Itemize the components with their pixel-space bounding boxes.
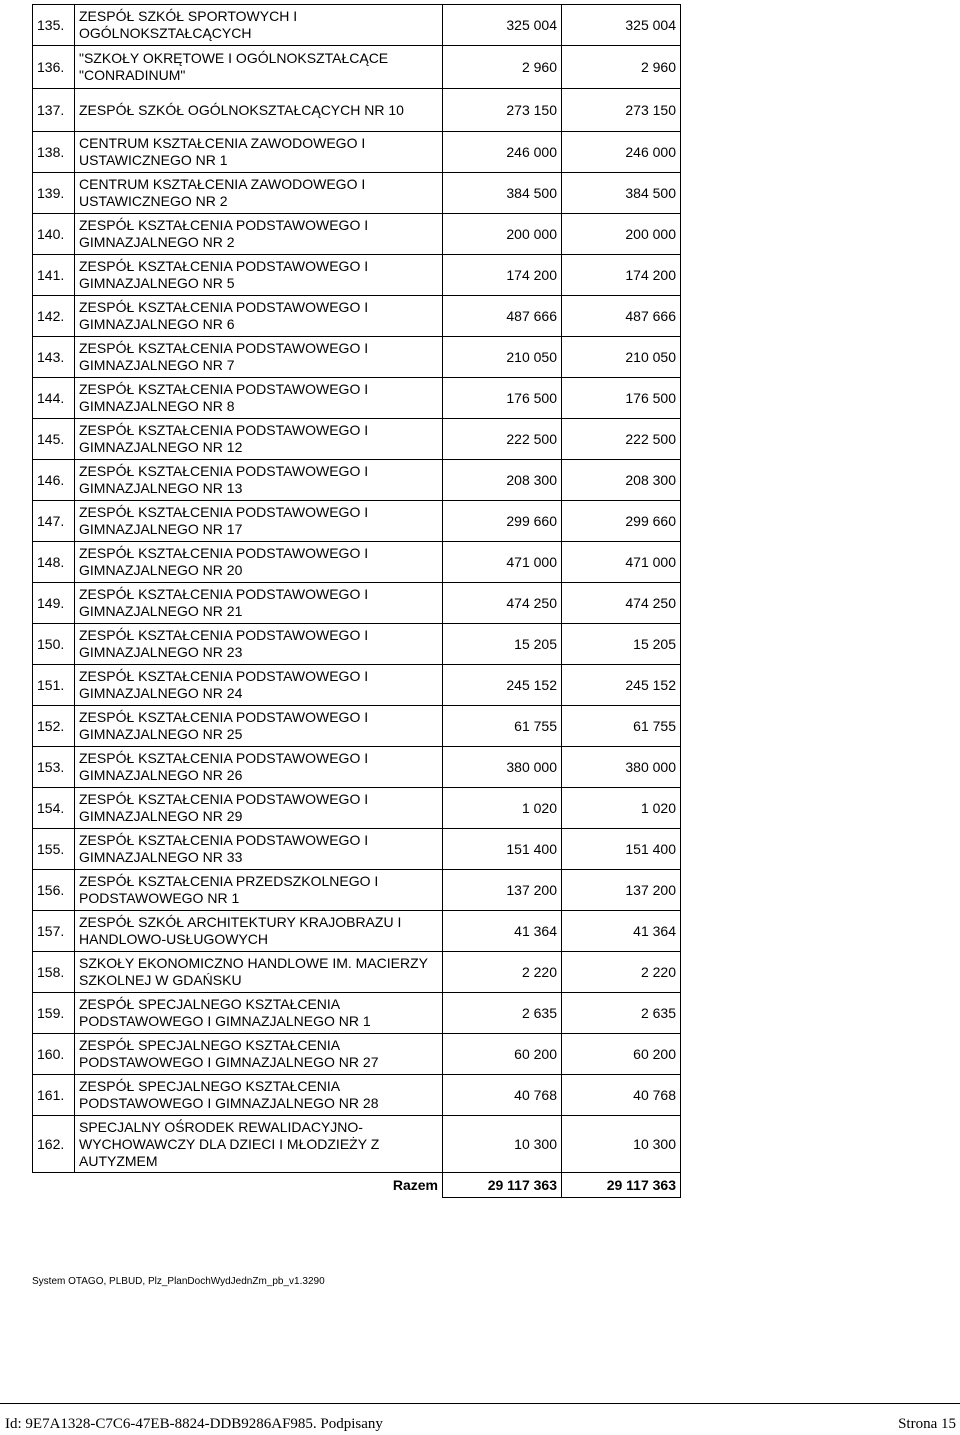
row-number: 144.	[33, 378, 75, 419]
row-name: ZESPÓŁ SZKÓŁ ARCHITEKTURY KRAJOBRAZU I HANDLOWO-USŁUGOWYCH	[75, 911, 443, 952]
row-number: 137.	[33, 89, 75, 132]
row-value-2: 40 768	[562, 1075, 681, 1116]
row-value-2: 474 250	[562, 583, 681, 624]
row-value-2: 384 500	[562, 173, 681, 214]
row-name: ZESPÓŁ SPECJALNEGO KSZTAŁCENIA PODSTAWOWEGO I GIMNAZJALNEGO NR 1	[75, 993, 443, 1034]
row-value-1: 487 666	[443, 296, 562, 337]
row-number: 157.	[33, 911, 75, 952]
row-value-1: 210 050	[443, 337, 562, 378]
table-row	[33, 419, 681, 460]
row-value-1: 273 150	[443, 89, 562, 132]
row-value-2: 487 666	[562, 296, 681, 337]
table-row	[33, 829, 681, 870]
row-value-2: 15 205	[562, 624, 681, 665]
row-value-2: 200 000	[562, 214, 681, 255]
row-value-2: 176 500	[562, 378, 681, 419]
row-name: ZESPÓŁ KSZTAŁCENIA PODSTAWOWEGO I GIMNAZJALNEGO NR 12	[75, 419, 443, 460]
table-row	[33, 911, 681, 952]
table-body	[33, 5, 681, 1173]
table-row	[33, 5, 681, 46]
row-value-1: 2 960	[443, 46, 562, 89]
row-name: SZKOŁY EKONOMICZNO HANDLOWE IM. MACIERZY SZKOLNEJ W GDAŃSKU	[75, 952, 443, 993]
row-name: CENTRUM KSZTAŁCENIA ZAWODOWEGO I USTAWICZNEGO NR 2	[75, 173, 443, 214]
row-name: ZESPÓŁ KSZTAŁCENIA PODSTAWOWEGO I GIMNAZJALNEGO NR 17	[75, 501, 443, 542]
row-value-2: 210 050	[562, 337, 681, 378]
row-value-1: 60 200	[443, 1034, 562, 1075]
row-value-1: 15 205	[443, 624, 562, 665]
total-row	[33, 1173, 681, 1198]
budget-table	[32, 4, 681, 1198]
table-row	[33, 993, 681, 1034]
total-value-1: 29 117 363	[443, 1173, 562, 1198]
row-value-1: 2 220	[443, 952, 562, 993]
row-number: 146.	[33, 460, 75, 501]
row-value-2: 2 220	[562, 952, 681, 993]
table-row	[33, 665, 681, 706]
row-number: 150.	[33, 624, 75, 665]
table-row	[33, 46, 681, 89]
system-info: System OTAGO, PLBUD, Plz_PlanDochWydJednZm_pb_v1.3290	[32, 1276, 325, 1287]
row-value-1: 471 000	[443, 542, 562, 583]
row-name: ZESPÓŁ KSZTAŁCENIA PODSTAWOWEGO I GIMNAZJALNEGO NR 29	[75, 788, 443, 829]
total-label: Razem	[392, 1176, 438, 1193]
row-number: 135.	[33, 5, 75, 46]
row-number: 161.	[33, 1075, 75, 1116]
row-name: ZESPÓŁ KSZTAŁCENIA PODSTAWOWEGO I GIMNAZJALNEGO NR 2	[75, 214, 443, 255]
row-name: ZESPÓŁ SPECJALNEGO KSZTAŁCENIA PODSTAWOWEGO I GIMNAZJALNEGO NR 28	[75, 1075, 443, 1116]
row-value-2: 137 200	[562, 870, 681, 911]
table-row	[33, 788, 681, 829]
row-value-1: 222 500	[443, 419, 562, 460]
row-name: CENTRUM KSZTAŁCENIA ZAWODOWEGO I USTAWICZNEGO NR 1	[75, 132, 443, 173]
row-value-2: 151 400	[562, 829, 681, 870]
page-number: Strona 15	[898, 1416, 956, 1432]
row-value-1: 200 000	[443, 214, 562, 255]
row-number: 159.	[33, 993, 75, 1034]
row-name: ZESPÓŁ SZKÓŁ OGÓLNOKSZTAŁCĄCYCH NR 10	[75, 89, 443, 132]
row-number: 148.	[33, 542, 75, 583]
row-number: 145.	[33, 419, 75, 460]
row-value-2: 222 500	[562, 419, 681, 460]
row-name: ZESPÓŁ KSZTAŁCENIA PODSTAWOWEGO I GIMNAZJALNEGO NR 25	[75, 706, 443, 747]
table-row	[33, 1034, 681, 1075]
row-name: ZESPÓŁ KSZTAŁCENIA PODSTAWOWEGO I GIMNAZJALNEGO NR 24	[75, 665, 443, 706]
row-name: ZESPÓŁ KSZTAŁCENIA PRZEDSZKOLNEGO I PODSTAWOWEGO NR 1	[75, 870, 443, 911]
table-row	[33, 337, 681, 378]
row-value-1: 325 004	[443, 5, 562, 46]
row-value-1: 1 020	[443, 788, 562, 829]
row-value-1: 176 500	[443, 378, 562, 419]
total-value-2: 29 117 363	[562, 1173, 681, 1198]
row-name: ZESPÓŁ KSZTAŁCENIA PODSTAWOWEGO I GIMNAZJALNEGO NR 5	[75, 255, 443, 296]
row-value-1: 10 300	[443, 1116, 562, 1173]
row-number: 141.	[33, 255, 75, 296]
row-name: ZESPÓŁ KSZTAŁCENIA PODSTAWOWEGO I GIMNAZJALNEGO NR 6	[75, 296, 443, 337]
row-number: 138.	[33, 132, 75, 173]
row-name: "SZKOŁY OKRĘTOWE I OGÓLNOKSZTAŁCĄCE "CONRADINUM"	[75, 46, 443, 89]
row-value-1: 174 200	[443, 255, 562, 296]
table-row	[33, 460, 681, 501]
row-name: ZESPÓŁ KSZTAŁCENIA PODSTAWOWEGO I GIMNAZJALNEGO NR 13	[75, 460, 443, 501]
row-value-1: 2 635	[443, 993, 562, 1034]
table-row	[33, 255, 681, 296]
row-value-1: 474 250	[443, 583, 562, 624]
table-row	[33, 501, 681, 542]
row-name: ZESPÓŁ KSZTAŁCENIA PODSTAWOWEGO I GIMNAZJALNEGO NR 26	[75, 747, 443, 788]
row-number: 154.	[33, 788, 75, 829]
table-row	[33, 952, 681, 993]
row-value-1: 41 364	[443, 911, 562, 952]
row-number: 155.	[33, 829, 75, 870]
row-value-1: 299 660	[443, 501, 562, 542]
table-row	[33, 583, 681, 624]
row-name: ZESPÓŁ KSZTAŁCENIA PODSTAWOWEGO I GIMNAZJALNEGO NR 7	[75, 337, 443, 378]
row-number: 152.	[33, 706, 75, 747]
row-number: 151.	[33, 665, 75, 706]
row-number: 162.	[33, 1116, 75, 1173]
document-id: Id: 9E7A1328-C7C6-47EB-8824-DDB9286AF985. Podpisany	[5, 1416, 383, 1432]
row-name: SPECJALNY OŚRODEK REWALIDACYJNO-WYCHOWAWCZY DLA DZIECI I MŁODZIEŻY Z AUTYZMEM	[75, 1116, 443, 1173]
row-value-1: 137 200	[443, 870, 562, 911]
row-value-2: 380 000	[562, 747, 681, 788]
table-row	[33, 706, 681, 747]
row-number: 156.	[33, 870, 75, 911]
footer-divider	[0, 1403, 960, 1404]
table-row	[33, 624, 681, 665]
row-value-2: 41 364	[562, 911, 681, 952]
row-number: 153.	[33, 747, 75, 788]
table-row	[33, 173, 681, 214]
table-row	[33, 1075, 681, 1116]
row-value-2: 299 660	[562, 501, 681, 542]
row-value-1: 40 768	[443, 1075, 562, 1116]
table-row	[33, 132, 681, 173]
table-row	[33, 1116, 681, 1173]
row-value-2: 208 300	[562, 460, 681, 501]
row-value-2: 61 755	[562, 706, 681, 747]
row-value-1: 384 500	[443, 173, 562, 214]
row-value-2: 60 200	[562, 1034, 681, 1075]
row-value-2: 1 020	[562, 788, 681, 829]
row-value-2: 325 004	[562, 5, 681, 46]
row-number: 142.	[33, 296, 75, 337]
row-number: 140.	[33, 214, 75, 255]
table-row	[33, 870, 681, 911]
row-name: ZESPÓŁ KSZTAŁCENIA PODSTAWOWEGO I GIMNAZJALNEGO NR 20	[75, 542, 443, 583]
table-row	[33, 89, 681, 132]
row-value-2: 245 152	[562, 665, 681, 706]
table-row	[33, 214, 681, 255]
row-value-2: 10 300	[562, 1116, 681, 1173]
row-number: 139.	[33, 173, 75, 214]
row-value-2: 174 200	[562, 255, 681, 296]
row-number: 158.	[33, 952, 75, 993]
row-value-1: 245 152	[443, 665, 562, 706]
row-value-1: 208 300	[443, 460, 562, 501]
row-value-1: 61 755	[443, 706, 562, 747]
table-row	[33, 542, 681, 583]
row-value-2: 246 000	[562, 132, 681, 173]
row-number: 160.	[33, 1034, 75, 1075]
row-name: ZESPÓŁ KSZTAŁCENIA PODSTAWOWEGO I GIMNAZJALNEGO NR 33	[75, 829, 443, 870]
table-row	[33, 296, 681, 337]
row-name: ZESPÓŁ SZKÓŁ SPORTOWYCH I OGÓLNOKSZTAŁCĄCYCH	[75, 5, 443, 46]
row-value-2: 2 635	[562, 993, 681, 1034]
row-number: 147.	[33, 501, 75, 542]
total-blank-cell	[33, 1173, 75, 1198]
row-value-2: 273 150	[562, 89, 681, 132]
row-value-1: 380 000	[443, 747, 562, 788]
row-value-1: 246 000	[443, 132, 562, 173]
table-row	[33, 378, 681, 419]
row-value-2: 2 960	[562, 46, 681, 89]
row-value-2: 471 000	[562, 542, 681, 583]
row-name: ZESPÓŁ KSZTAŁCENIA PODSTAWOWEGO I GIMNAZJALNEGO NR 21	[75, 583, 443, 624]
row-name: ZESPÓŁ KSZTAŁCENIA PODSTAWOWEGO I GIMNAZJALNEGO NR 8	[75, 378, 443, 419]
row-number: 149.	[33, 583, 75, 624]
row-number: 143.	[33, 337, 75, 378]
row-name: ZESPÓŁ SPECJALNEGO KSZTAŁCENIA PODSTAWOWEGO I GIMNAZJALNEGO NR 27	[75, 1034, 443, 1075]
row-name: ZESPÓŁ KSZTAŁCENIA PODSTAWOWEGO I GIMNAZJALNEGO NR 23	[75, 624, 443, 665]
row-value-1: 151 400	[443, 829, 562, 870]
row-number: 136.	[33, 46, 75, 89]
table-row	[33, 747, 681, 788]
